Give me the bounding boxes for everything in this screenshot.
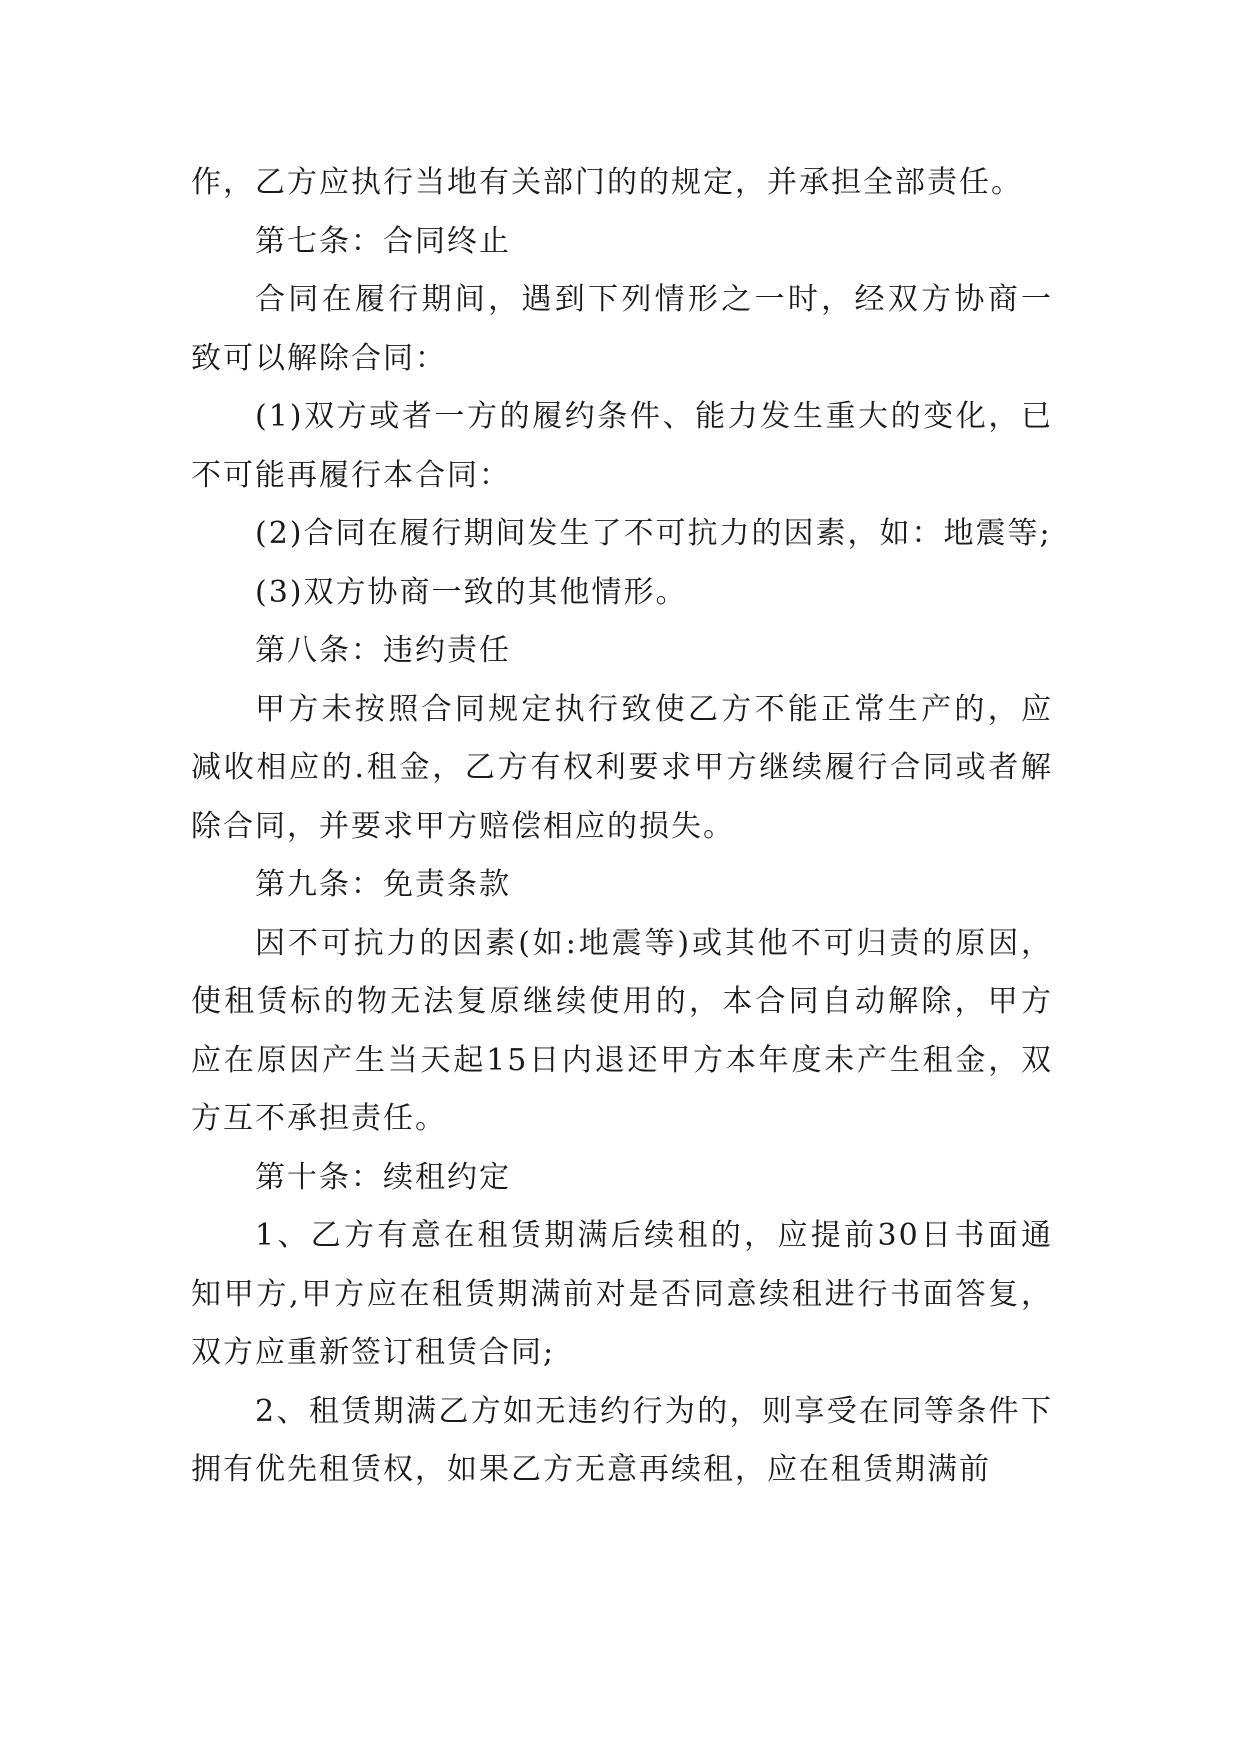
- paragraph-force-majeure: 因不可抗力的因素(如:地震等)或其他不可归责的原因，使租赁标的物无法复原继续使用的，本合同自动解除，甲方应在原因产生当天起15日内退还甲方本年度未产生租金，双方互不承担责任。: [191, 925, 1053, 1136]
- document-body: [191, 154, 1053, 1500]
- renewal-item-2: 2、租赁期满乙方如无违约行为的，则享受在同等条件下拥有优先租赁权，如果乙方无意再续租，应在租赁期满前: [191, 1393, 1053, 1487]
- paragraph-continuation: 作，乙方应执行当地有关部门的的规定，并承担全部责任。: [191, 165, 1023, 200]
- clause-item-3: (3)双方协商一致的其他情形。: [255, 574, 688, 610]
- heading-article-10: 第十条：续租约定: [255, 1159, 511, 1195]
- paragraph-termination-intro: 合同在履行期间，遇到下列情形之一时，经双方协商一致可以解除合同：: [191, 282, 1053, 376]
- heading-article-9: 第九条：免责条款: [255, 867, 511, 902]
- clause-item-1: (1)双方或者一方的履约条件、能力发生重大的变化，已不可能再履行本合同：: [191, 399, 1053, 493]
- heading-article-8: 第八条：违约责任: [255, 633, 511, 668]
- heading-article-7: 第七条：合同终止: [255, 223, 511, 259]
- clause-item-2: (2)合同在履行期间发生了不可抗力的因素，如：地震等;: [255, 516, 1052, 551]
- paragraph-breach-liability: 甲方未按照合同规定执行致使乙方不能正常生产的，应减收相应的.租金，乙方有权利要求甲方继续履行合同或者解除合同，并要求甲方赔偿相应的损失。: [191, 691, 1053, 844]
- renewal-item-1: 1、乙方有意在租赁期满后续租的，应提前30日书面通知甲方,甲方应在租赁期满前对是否同意续租进行书面答复，双方应重新签订租赁合同;: [191, 1218, 1053, 1370]
